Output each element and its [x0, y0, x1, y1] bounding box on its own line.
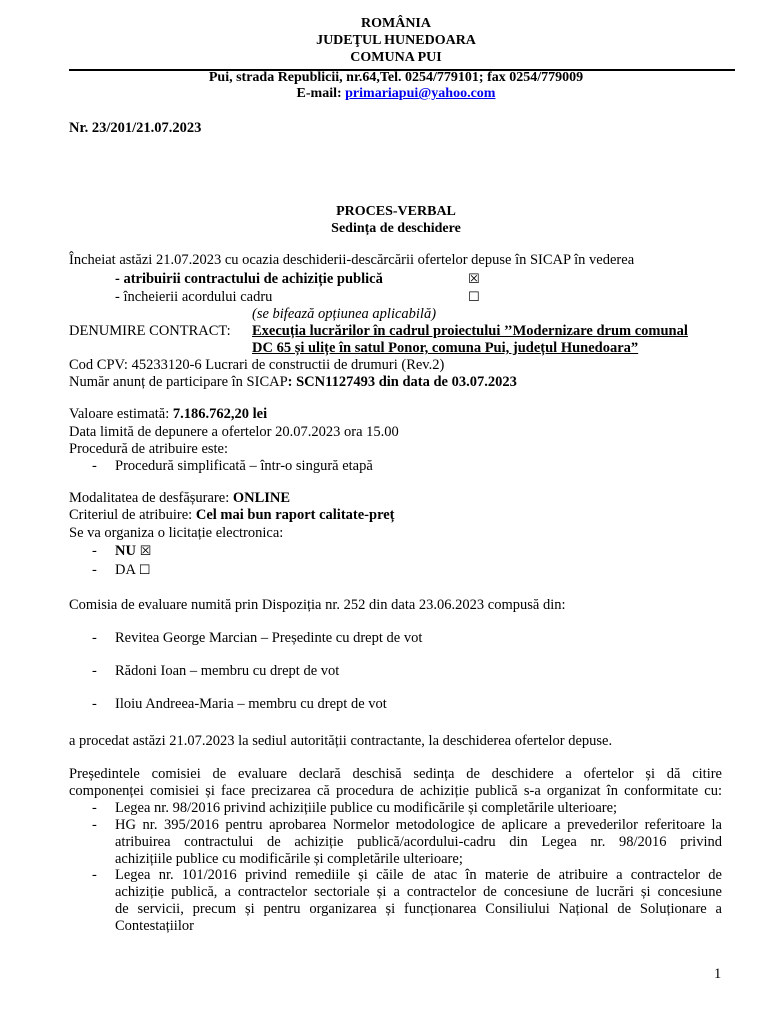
committee-member: Iloiu Andreea-Maria – membru cu drept de vot [115, 696, 387, 712]
auction-option-no-dash: - [92, 543, 97, 559]
page-number: 1 [714, 966, 722, 982]
law-item: HG nr. 395/2016 pentru aprobarea Normelor metodologice de aplicare a prevederilor referitoare la [115, 817, 722, 833]
mode-value: ONLINE [232, 490, 291, 506]
law-item-continued: Contestațiilor [115, 918, 194, 934]
mode-line [69, 490, 290, 507]
header-county: JUDEŢUL HUNEDOARA [316, 33, 476, 48]
header-address: Pui, strada Republicii, nr.64,Tel. 0254/779101; fax 0254/779009 [208, 70, 584, 85]
document-subtitle: Sedința de deschidere [331, 221, 461, 236]
auction-no-label: NU [115, 543, 136, 559]
president-line2: componenței comisiei și face precizarea că procedura de achiziție publică s-a organizat în conformitate cu: [69, 783, 722, 799]
intro-text: Încheiat astăzi 21.07.2023 cu ocazia deschiderii-descărcării ofertelor depuse în SICAP în vederea [69, 252, 635, 268]
option-framework-checkbox[interactable]: ☐ [468, 290, 480, 305]
committee-member: Revitea George Marcian – Președinte cu drept de vot [115, 630, 423, 646]
mode-label: Modalitatea de desfășurare: [69, 490, 233, 506]
deadline-text: Data limită de depunere a ofertelor 20.07.2023 ora 15.00 [69, 424, 399, 440]
law-item-continued: de servicii, precum și pentru organizarea și funcționarea Consiliului Național de Soluționare a [115, 901, 722, 917]
estimated-value-line [69, 406, 267, 423]
contract-name-line2: DC 65 și ulițe în satul Ponor, comuna Pui, județul Hunedoara” [252, 340, 639, 356]
law-item-continued: achizițiile publice cu modificările și completările ulterioare; [115, 851, 463, 867]
option-contract-checkbox[interactable]: ☒ [468, 272, 480, 287]
notice-value: : SCN1127493 din data de 03.07.2023 [287, 374, 517, 390]
header-commune: COMUNA PUI [350, 50, 442, 65]
contract-label: DENUMIRE CONTRACT: [69, 323, 231, 339]
auction-question: Se va organiza o licitație electronica: [69, 525, 284, 541]
notice-line [69, 374, 517, 391]
law-dash: - [92, 817, 97, 833]
auction-yes-checkbox[interactable]: ☐ [138, 563, 151, 578]
law-item: Legea nr. 101/2016 privind remediile și căile de atac în materie de atribuire a contractelor de [115, 867, 722, 883]
committee-member: Rădoni Ioan – membru cu drept de vot [115, 663, 340, 679]
criterion-line [69, 507, 395, 524]
committee-intro: Comisia de evaluare numită prin Dispoziția nr. 252 din data 23.06.2023 compusă din: [69, 597, 566, 613]
procedure-dash: - [92, 458, 97, 474]
cpv-code: Cod CPV: 45233120-6 Lucrari de constructii de drumuri (Rev.2) [69, 357, 445, 373]
law-dash: - [92, 800, 97, 816]
law-item: Legea nr. 98/2016 privind achizițiile publice cu modificările și completările ulterioare; [115, 800, 618, 816]
criterion-value: Cel mai bun raport calitate-preț [195, 507, 395, 523]
registration-number: Nr. 23/201/21.07.2023 [69, 120, 202, 136]
law-dash: - [92, 867, 97, 883]
auction-no-checkbox[interactable]: ☒ [139, 544, 152, 559]
notice-label: Număr anunț de participare în SICAP [69, 374, 288, 390]
law-item-continued: atribuirea contractului de achiziție publică/acordului-cadru din Legea nr. 98/2016 privind [115, 834, 722, 850]
proceeded-text: a procedat astăzi 21.07.2023 la sediul autorității contractante, la deschiderea ofertelor depuse. [69, 733, 613, 749]
document-title: PROCES-VERBAL [336, 204, 456, 219]
option-note: (se bifează opțiunea aplicabilă) [252, 306, 437, 322]
president-line1: Președintele comisiei de evaluare declară deschisă sedința de deschidere a ofertelor și dă citire [69, 766, 722, 782]
procedure-item: Procedură simplificată – într-o singură etapă [115, 458, 373, 474]
option-contract-label: - atribuirii contractului de achiziție publică [115, 271, 383, 287]
contract-name-line1: Execuția lucrărilor în cadrul proiectului ’’Modernizare drum comunal [252, 323, 688, 339]
law-item-continued: achiziție publică, a contractelor sectoriale și a contractelor de concesiune de lucrări și concesiune [115, 884, 722, 900]
estimated-value-label: Valoare estimată: [69, 406, 173, 422]
header-country: ROMÂNIA [361, 16, 431, 31]
member-dash: - [92, 663, 97, 679]
email-label: E-mail: [296, 86, 346, 101]
estimated-value-amount: 7.186.762,20 lei [172, 406, 268, 422]
member-dash: - [92, 630, 97, 646]
member-dash: - [92, 696, 97, 712]
criterion-label: Criteriul de atribuire: [69, 507, 196, 523]
auction-option-yes [115, 562, 150, 579]
email-link[interactable]: primariapui@yahoo.com [345, 86, 496, 101]
procedure-label: Procedură de atribuire este: [69, 441, 229, 457]
auction-yes-label: DA [115, 562, 136, 578]
option-framework-label: - încheierii acordului cadru [115, 289, 273, 305]
auction-option-no [115, 543, 151, 560]
header-email-line [0, 86, 768, 102]
auction-option-yes-dash: - [92, 562, 97, 578]
